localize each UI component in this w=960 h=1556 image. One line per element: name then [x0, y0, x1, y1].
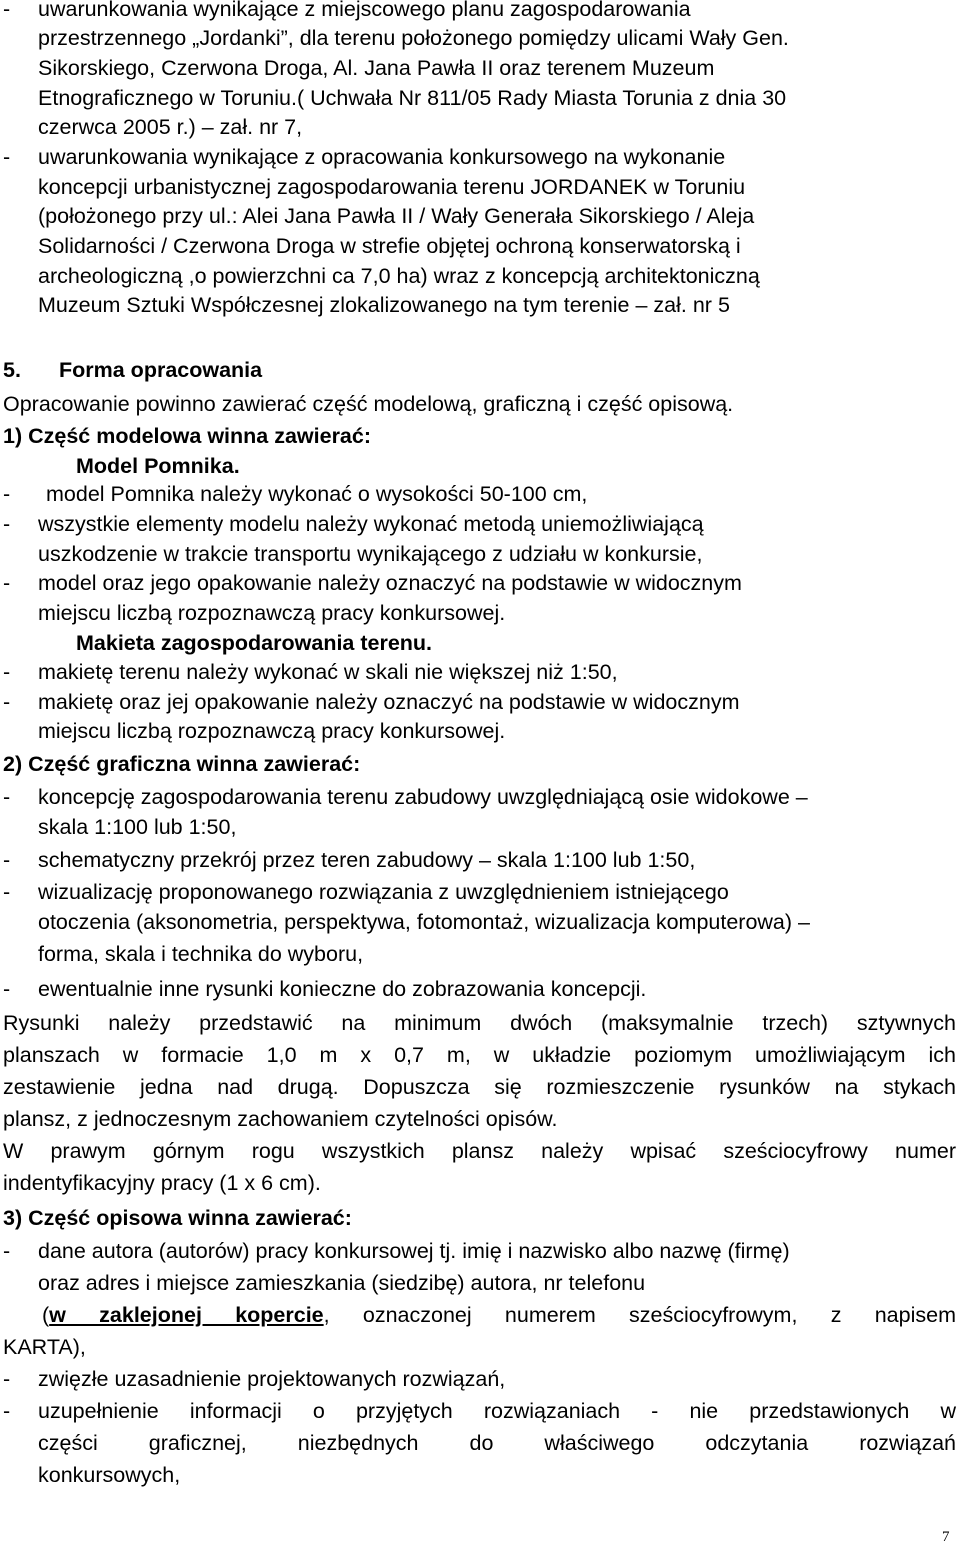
list-bullet: - — [3, 848, 11, 872]
list-item-line: archeologiczną ,o powierzchni ca 7,0 ha) wraz z koncepcją architektoniczną — [38, 264, 760, 288]
list-bullet: - — [3, 571, 11, 595]
list-bullet: - — [3, 1239, 11, 1263]
desc-item-line: konkursowych, — [38, 1463, 181, 1487]
page-number: 7 — [942, 1529, 950, 1545]
desc-item-line: dane autora (autorów) pracy konkursowej tj. imię i nazwisko albo nazwę (firmę) — [38, 1239, 790, 1263]
model-item-line: miejscu liczbą rozpoznawczą pracy konkursowej. — [38, 601, 506, 625]
desc-item-line: KARTA), — [3, 1335, 86, 1359]
list-bullet: - — [3, 690, 11, 714]
graphic-item-line: forma, skala i technika do wyboru, — [38, 942, 364, 966]
makieta-item-line: miejscu liczbą rozpoznawczą pracy konkursowej. — [38, 719, 506, 743]
paragraph-line: W prawym górnym rogu wszystkich plansz należy wpisać sześciocyfrowy numer — [3, 1139, 956, 1163]
list-item-line: uwarunkowania wynikające z opracowania konkursowego na wykonanie — [38, 145, 726, 169]
desc-item-line: uzupełnienie informacji o przyjętych rozwiązaniach - nie przedstawionych w — [38, 1399, 956, 1423]
graphic-item-line: wizualizację proponowanego rozwiązania z uwzględnieniem istniejącego — [38, 880, 729, 904]
graphic-item-line: skala 1:100 lub 1:50, — [38, 815, 237, 839]
model-item-line: model oraz jego opakowanie należy oznaczyć na podstawie w widocznym — [38, 571, 742, 595]
list-bullet: - — [3, 512, 11, 536]
graphic-item-line: ewentualnie inne rysunki konieczne do zobrazowania koncepcji. — [38, 977, 647, 1001]
model-item-line: wszystkie elementy modelu należy wykonać metodą uniemożliwiającą — [38, 512, 704, 536]
paragraph-line: Rysunki należy przedstawić na minimum dwóch (maksymalnie trzech) sztywnych — [3, 1011, 956, 1035]
list-item-line: Etnograficznego w Toruniu.( Uchwała Nr 811/05 Rady Miasta Torunia z dnia 30 — [38, 86, 787, 110]
desc-item-line: zwięzłe uzasadnienie projektowanych rozwiązań, — [38, 1367, 506, 1391]
list-bullet: - — [3, 785, 11, 809]
desc-item-rest: , oznaczonej numerem sześciocyfrowym, z napisem — [323, 1303, 956, 1327]
paragraph-line: zestawienie jedna nad drugą. Dopuszcza się rozmieszczenie rysunków na stykach — [3, 1075, 956, 1099]
paragraph-line: indentyfikacyjny pracy (1 x 6 cm). — [3, 1171, 321, 1195]
list-item-line: Sikorskiego, Czerwona Droga, Al. Jana Pawła II oraz terenem Muzeum — [38, 56, 715, 80]
desc-item-line: części graficznej, niezbędnych do właściwego odczytania rozwiązań — [38, 1431, 956, 1455]
part2-heading: 2) Część graficzna winna zawierać: — [3, 752, 361, 776]
list-item-line: (położonego przy ul.: Alei Jana Pawła II / Wały Generała Sikorskiego / Aleja — [38, 204, 755, 228]
graphic-item-line: otoczenia (aksonometria, perspektywa, fotomontaż, wizualizacja komputerowa) – — [38, 910, 810, 934]
section-number: 5. — [3, 358, 21, 382]
makieta-heading: Makieta zagospodarowania terenu. — [76, 631, 433, 655]
list-bullet: - — [3, 977, 11, 1001]
part1-heading: 1) Część modelowa winna zawierać: — [3, 424, 372, 448]
list-item-line: uwarunkowania wynikające z miejscowego planu zagospodarowania — [38, 0, 691, 21]
paren-open: ( — [42, 1303, 50, 1327]
graphic-item-line: koncepcję zagospodarowania terenu zabudowy uwzględniającą osie widokowe – — [38, 785, 808, 809]
section-title: Forma opracowania — [59, 358, 263, 382]
part3-heading: 3) Część opisowa winna zawierać: — [3, 1206, 352, 1230]
list-bullet: - — [3, 145, 11, 169]
list-item-line: Muzeum Sztuki Współczesnej zlokalizowanego na tym terenie – zał. nr 5 — [38, 293, 730, 317]
sealed-envelope-text: w zaklejonej kopercie — [49, 1303, 324, 1327]
list-bullet: - — [3, 1367, 11, 1391]
model-item-line: model Pomnika należy wykonać o wysokości 50-100 cm, — [46, 482, 588, 506]
list-item-line: przestrzennego „Jordanki”, dla terenu położonego pomiędzy ulicami Wały Gen. — [38, 26, 789, 50]
list-bullet: - — [3, 1399, 11, 1423]
list-item-line: czerwca 2005 r.) – zał. nr 7, — [38, 115, 303, 139]
model-heading: Model Pomnika. — [76, 454, 240, 478]
list-bullet: - — [3, 0, 11, 21]
graphic-item-line: schematyczny przekrój przez teren zabudowy – skala 1:100 lub 1:50, — [38, 848, 696, 872]
paragraph-line: planszach w formacie 1,0 m x 0,7 m, w układzie poziomym umożliwiającym ich — [3, 1043, 956, 1067]
desc-item-line: oraz adres i miejsce zamieszkania (siedzibę) autora, nr telefonu — [38, 1271, 646, 1295]
list-bullet: - — [3, 660, 11, 684]
makieta-item-line: makietę terenu należy wykonać w skali nie większej niż 1:50, — [38, 660, 618, 684]
list-item-line: Solidarności / Czerwona Droga w strefie objętej ochroną konserwatorską i — [38, 234, 741, 258]
list-bullet: - — [3, 482, 11, 506]
list-bullet: - — [3, 880, 11, 904]
makieta-item-line: makietę oraz jej opakowanie należy oznaczyć na podstawie w widocznym — [38, 690, 740, 714]
model-item-line: uszkodzenie w trakcie transportu wynikającego z udziału w konkursie, — [38, 542, 703, 566]
paragraph-line: plansz, z jednoczesnym zachowaniem czytelności opisów. — [3, 1107, 558, 1131]
section-intro: Opracowanie powinno zawierać część modelową, graficzną i część opisową. — [3, 392, 734, 416]
list-item-line: koncepcji urbanistycznej zagospodarowania terenu JORDANEK w Toruniu — [38, 175, 746, 199]
desc-item-line — [42, 1302, 956, 1328]
